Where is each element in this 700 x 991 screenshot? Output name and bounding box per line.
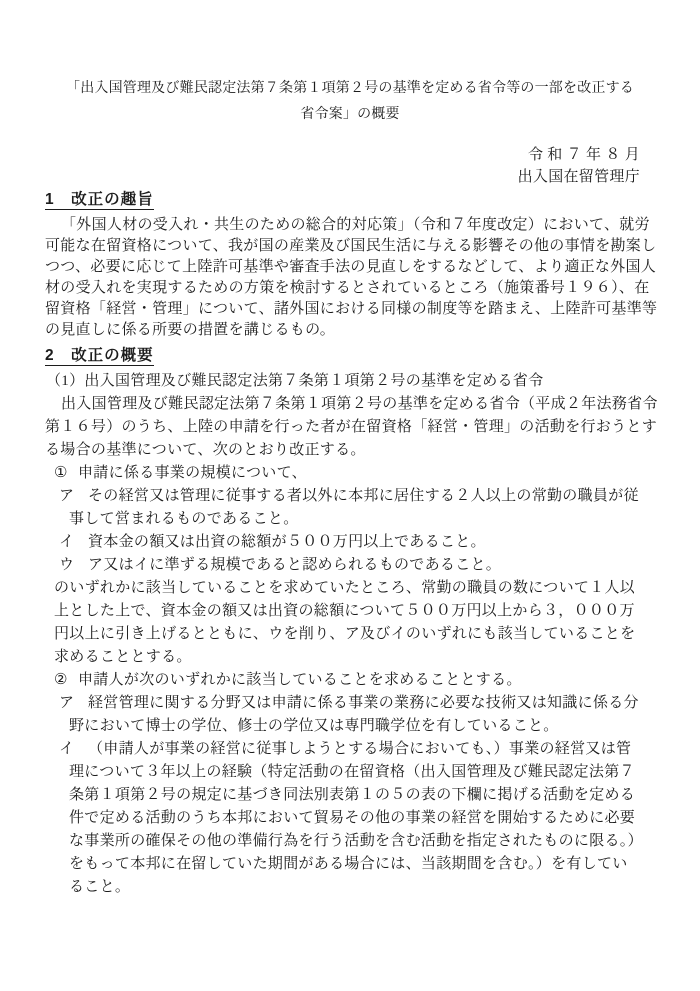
date-block [0,144,700,188]
text-line [0,669,700,692]
list-text: 資本金の額又は出資の総額が５００万円以上であること。 [88,534,486,550]
text-line [0,531,700,554]
text-line [0,462,700,485]
text-line: る場合の基準について、次のとおり改正する。 [45,442,366,458]
text-line: 野において博士の学位、修士の学位又は専門職学位を有していること。 [69,718,559,734]
text-line: 円以上に引き上げるとともに、ウを削り、ア及びイのいずれにも該当していることを [54,626,636,642]
section1-heading [45,190,700,210]
list-text: 申請人が次のいずれかに該当していることを求めることとする。 [78,672,522,688]
text-line: 理について３年以上の経験（特定活動の在留資格（出入国管理及び難民認定法第７ [69,764,635,780]
list-text: その経営又は管理に従事する者以外に本邦に居住する２人以上の常勤の職員が従 [88,488,639,504]
list-text: ア又はイに準ずる規模であると認められるものであること。 [88,557,502,573]
section2-heading-text: 2 改正の概要 [45,347,154,364]
section1-heading-text: 1 改正の趣旨 [45,191,154,208]
text-line [0,692,700,715]
list-marker: ア [59,695,75,711]
list-marker: ウ [59,557,75,573]
text-line: 上とした上で、資本金の額又は出資の総額について５００万円以上から３，０００万 [54,603,635,619]
text-line: 「外国人材の受入れ・共生のための総合的対応策」（令和７年度改定）において、就労 [61,217,650,233]
text-line: ること。 [69,879,131,895]
section2-paragraph [0,393,700,462]
section2-subheading: （1）出入国管理及び難民認定法第７条第１項第２号の基準を定める省令 [46,373,544,389]
document-title-line-1: 「出入国管理及び難民認定法第７条第１項第２号の基準を定める省令等の一部を改正する [66,81,634,96]
text-line [0,738,700,761]
section1-paragraph [0,215,700,341]
text-line: な事業所の確保その他の準備行為を行う活動を含む活動を指定されたものに限る。） [69,833,643,849]
text-line: の見直しに係る所要の措置を講じるもの。 [45,322,336,338]
document-date: 令 和 ７ 年 ８ 月 [527,147,640,163]
text-line: 第１６号）のうち、上陸の申請を行った者が在留資格「経営・管理」の活動を行おうとす [45,419,658,435]
text-line: 材の受入れを実現するための方策を検討するとされているところ（施策番号１９６）、在 [45,280,650,296]
section2-list [0,462,700,899]
text-line: 留資格「経営・管理」について、諸外国における同様の制度等を踏まえ、上陸許可基準等 [45,301,658,317]
list-text: 経営管理に関する分野又は申請に係る事業の業務に必要な技術又は知識に係る分 [88,695,639,711]
text-line: 出入国管理及び難民認定法第７条第１項第２号の基準を定める省令（平成２年法務省令 [61,396,658,412]
text-line: 求めることとする。 [54,649,192,665]
list-text: 申請に係る事業の規模について、 [78,465,307,481]
list-marker: イ [59,741,75,757]
text-line: 条第１項第２号の規定に基づき同法別表第１の５の表の下欄に掲げる活動を定める [69,787,636,803]
text-line [0,554,700,577]
list-marker: ア [59,488,75,504]
text-line: をもって本邦に在留していた期間がある場合には、当該期間を含む。）を有してい [69,856,628,872]
list-marker: イ [59,534,75,550]
list-text: （申請人が事業の経営に従事しようとする場合においても、）事業の経営又は管 [88,741,632,757]
issuing-organization: 出入国在留管理庁 [517,169,640,185]
text-line [0,485,700,508]
list-marker: ② [54,672,68,688]
text-line: のいずれかに該当していることを求めていたところ、常勤の職員の数について１人以 [54,580,636,596]
text-line: 件で定める活動のうち本邦において貿易その他の事業の経営を開始するために必要 [69,810,636,826]
document-title-line-2: 省令案」の概要 [300,107,400,122]
text-line: 事して営まれるものであること。 [69,511,299,527]
section2-heading [45,346,700,366]
text-line: 可能な在留資格について、我が国の産業及び国民生活に与える影響その他の事情を勘案し [45,238,657,254]
list-marker: ① [54,465,68,481]
document-title [0,76,700,128]
text-line: つつ、必要に応じて上陸許可基準や審査手法の見直しをするなどして、より適正な外国人 [45,259,657,275]
